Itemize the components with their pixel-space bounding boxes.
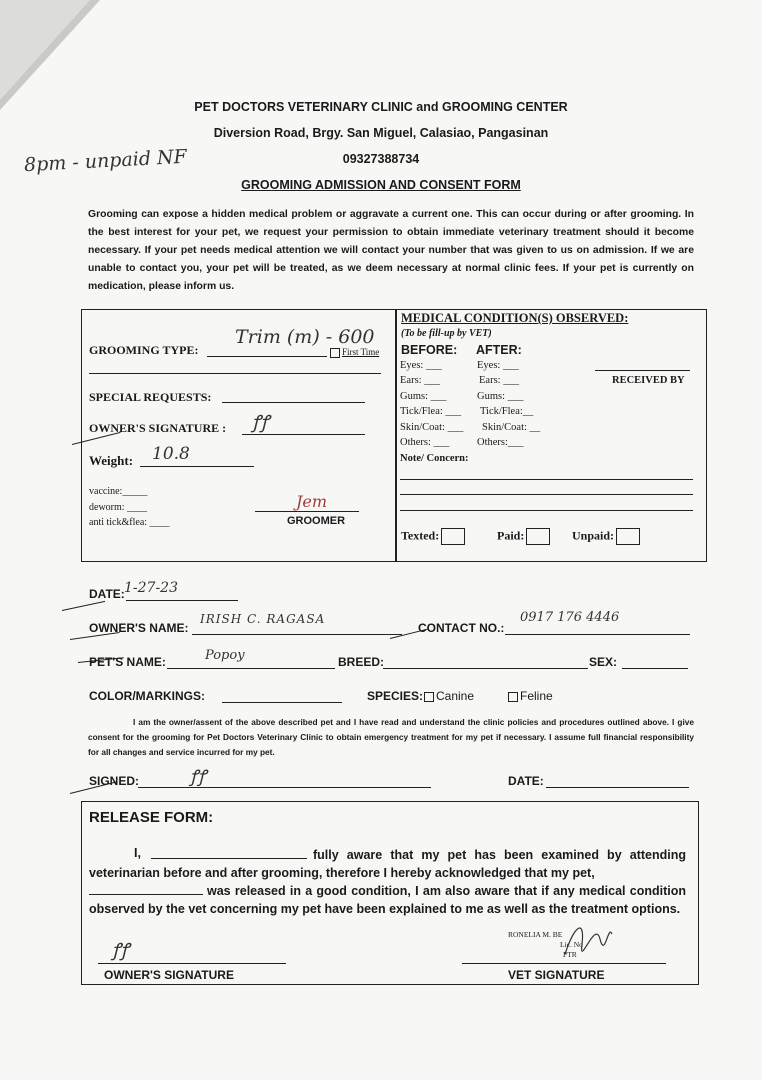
date-label: DATE:: [89, 587, 125, 601]
first-time-checkbox[interactable]: [330, 348, 340, 358]
before-tickflea[interactable]: Tick/Flea: ___: [400, 406, 462, 417]
owner-signature-scribble: ꝭꝭ: [252, 412, 270, 433]
before-label: BEFORE:: [401, 343, 458, 357]
received-by-label: RECEIVED BY: [612, 375, 685, 386]
note-line-1[interactable]: [400, 479, 693, 480]
release-left-border: [81, 801, 82, 985]
margin-handwritten-note: 8pm - unpaid NF: [23, 145, 188, 177]
groomer-line: [255, 511, 359, 512]
before-others[interactable]: Others: ___: [400, 437, 450, 448]
folded-corner-inner: [0, 0, 90, 100]
release-bottom-border: [81, 984, 699, 985]
after-skincoat[interactable]: Skin/Coat: __: [482, 422, 541, 433]
after-others[interactable]: Others:___: [477, 437, 524, 448]
sex-label: SEX:: [589, 655, 618, 669]
feline-label: Feline: [520, 689, 553, 703]
clinic-address: Diversion Road, Brgy. San Miguel, Calasiao, Pangasinan: [213, 126, 549, 140]
vet-stamp-name: RONELIA M. BE: [508, 930, 563, 939]
date2-line[interactable]: [546, 787, 689, 788]
color-markings-label: COLOR/MARKINGS:: [89, 689, 205, 703]
owner-name-label: OWNER'S NAME:: [89, 621, 189, 635]
before-skincoat[interactable]: Skin/Coat: ___: [400, 422, 464, 433]
breed-label: BREED:: [338, 655, 385, 669]
vaccine-label: vaccine:_____: [89, 486, 148, 497]
contact-label: CONTACT NO.:: [418, 621, 505, 635]
release-text-i: I,: [134, 846, 141, 860]
date-line: [126, 600, 238, 601]
contact-value[interactable]: 0917 176 4446: [520, 610, 620, 625]
paid-label: Paid:: [497, 528, 525, 543]
canine-label: Canine: [436, 689, 475, 703]
vet-signature-scribble: [560, 914, 615, 959]
note-concern-label: Note/ Concern:: [400, 453, 469, 464]
release-top-border: [81, 801, 699, 802]
antitick-label: anti tick&flea: ____: [89, 517, 170, 528]
owner-signature-label: OWNER'S SIGNATURE :: [89, 421, 227, 435]
weight-label: Weight:: [89, 453, 134, 468]
unpaid-checkbox[interactable]: [616, 528, 640, 545]
date-value[interactable]: 1-27-23: [124, 580, 178, 596]
release-owner-scribble: ꝭꝭ: [112, 940, 130, 961]
release-title: RELEASE FORM:: [89, 809, 214, 826]
signed-scribble: ꝭꝭ: [190, 767, 207, 787]
before-eyes[interactable]: Eyes: ___: [400, 360, 442, 371]
special-requests-line[interactable]: [222, 402, 365, 403]
color-markings-line[interactable]: [222, 702, 342, 703]
vet-sig-line[interactable]: [462, 963, 666, 964]
feline-checkbox[interactable]: [508, 692, 518, 702]
grooming-extra-line: [89, 373, 381, 374]
species-label: SPECIES:: [367, 689, 424, 703]
grooming-type-label: GROOMING TYPE:: [89, 343, 199, 357]
sex-line[interactable]: [622, 668, 688, 669]
owner-sig-label: OWNER'S SIGNATURE: [104, 968, 234, 982]
deworm-label: deworm: ____: [89, 502, 148, 513]
breed-line[interactable]: [383, 668, 588, 669]
canine-checkbox[interactable]: [424, 692, 434, 702]
texted-checkbox[interactable]: [441, 528, 465, 545]
signed-line[interactable]: [138, 787, 431, 788]
weight-value[interactable]: 10.8: [152, 444, 190, 464]
intro-paragraph: Grooming can expose a hidden medical problem or aggravate a current one. This can occur during or after grooming. In the best interest for your pet, we request your permission to obtain immediate veterinary treatment should it become necessary. If your pet needs medical attention we will contact your number that was given to us on admission. If we are unable to contact you, your pet will be treated, as we deem necessary at normal clinic fees. If your pet is currently on medication, please inform us.: [88, 209, 694, 292]
form-title: GROOMING ADMISSION AND CONSENT FORM: [241, 178, 521, 192]
medical-title: MEDICAL CONDITION(S) OBSERVED:: [401, 311, 629, 325]
note-line-2[interactable]: [400, 494, 693, 495]
paid-checkbox[interactable]: [526, 528, 550, 545]
grooming-type-value[interactable]: Trim (m) - 600: [235, 326, 375, 348]
before-gums[interactable]: Gums: ___: [400, 391, 447, 402]
after-label: AFTER:: [476, 343, 522, 357]
vet-stamp-lic: Lic. No: [560, 940, 583, 949]
vet-stamp-ptr: PTR: [563, 950, 577, 959]
owner-sig-line[interactable]: [98, 963, 286, 964]
weight-line: [140, 466, 254, 467]
note-line-3[interactable]: [400, 510, 693, 511]
consent-paragraph: I am the owner/assent of the above described pet and I have read and understand the clinic policies and procedures outlined above. I give consent for the grooming for Pet Doctors Veterinary Clinic to obtain emergency treatment for my pet if necessary. I assume full financial responsibility for all changes and service incurred for my pet.: [88, 717, 694, 757]
received-by-line[interactable]: [595, 370, 690, 371]
after-eyes[interactable]: Eyes: ___: [477, 360, 519, 371]
after-ears[interactable]: Ears: ___: [479, 375, 519, 386]
vet-sig-label: VET SIGNATURE: [508, 968, 605, 982]
pet-name-label: PET'S NAME:: [89, 655, 166, 669]
clinic-name: PET DOCTORS VETERINARY CLINIC and GROOMING CENTER: [194, 100, 568, 114]
owner-name-line: [192, 634, 402, 635]
clinic-phone: 09327388734: [342, 152, 420, 166]
first-time-label: First Time: [342, 347, 380, 357]
grooming-type-line: [207, 356, 327, 357]
before-ears[interactable]: Ears: ___: [400, 375, 440, 386]
special-requests-label: SPECIAL REQUESTS:: [89, 390, 212, 404]
date2-label: DATE:: [508, 774, 544, 788]
groomer-signature: Jem: [296, 492, 328, 511]
after-gums[interactable]: Gums: ___: [477, 391, 524, 402]
texted-label: Texted:: [401, 528, 440, 543]
owner-name-value[interactable]: IRISH C. RAGASA: [200, 612, 326, 626]
release-text-body-2: was released in a good condition, I am also aware that if any medical condition observed by the vet concerning my pet have been explained to me as well as the treatment options.: [89, 884, 686, 916]
release-right-border: [698, 801, 699, 985]
contact-line: [505, 634, 690, 635]
pet-name-line: [167, 668, 335, 669]
medical-subtitle: (To be fill-up by VET): [401, 328, 492, 339]
owner-signature-line[interactable]: [242, 434, 365, 435]
release-text-body-1: fully aware that my pet has been examined by attending veterinarian before and after grooming, therefore I hereby acknowledged that my pet,: [89, 848, 686, 880]
after-tickflea[interactable]: Tick/Flea:__: [480, 406, 534, 417]
signed-label: SIGNED:: [89, 774, 140, 788]
pet-name-value[interactable]: Popoy: [205, 648, 245, 663]
groomer-label: GROOMER: [287, 515, 346, 527]
unpaid-label: Unpaid:: [572, 528, 615, 543]
date-strike-mark: [62, 601, 105, 611]
